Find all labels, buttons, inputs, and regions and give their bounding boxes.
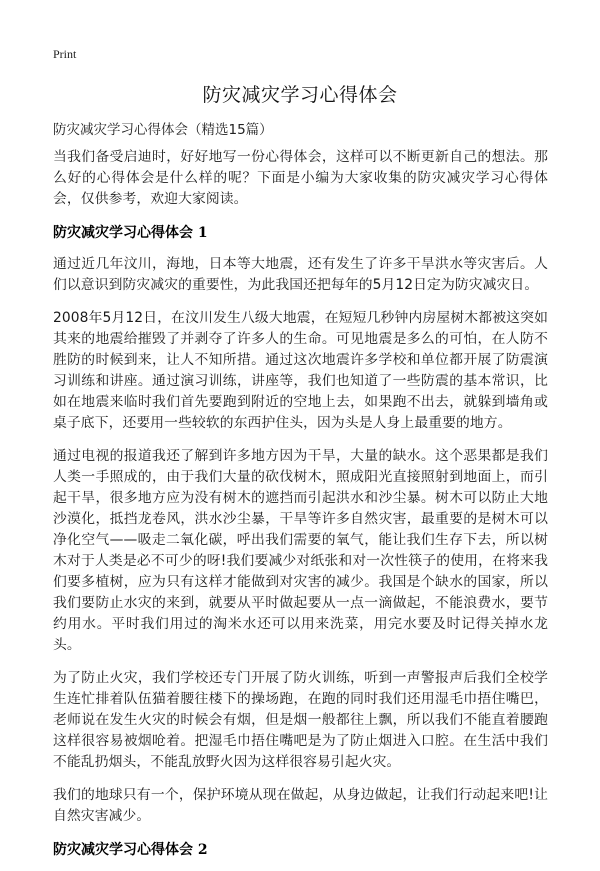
paragraph: 2008年5月12日，在汶川发生八级大地震，在短短几秒钟内房屋树木都被这突如其来的地震给摧毁了并剥夺了许多人的生命。可见地震是多么的可怕，在人防不胜防的时候到来，让人不知所措。通过这次地震许多学校和单位都开展了防震演习训练和讲座。通过演习训练，讲座等，我们也知道了一些防震的基本常识，比如在地震来临时我们首先要跑到附近的空地上去，如果跑不出去，就躲到墙角或桌子底下，还要用一些较软的东西护住头，因为头是人身上最重要的地方。 — [53, 310, 548, 431]
paragraph: 通过近几年汶川，海地，日本等大地震，还有发生了许多干旱洪水等灾害后。人们以意识到防灾减灾的重要性，为此我国还把每年的5月12日定为防灾减灾日。 — [53, 256, 548, 293]
intro-paragraph: 当我们备受启迪时，好好地写一份心得体会，这样可以不断更新自己的想法。那么好的心得体会是什么样的呢？下面是小编为大家收集的防灾减灾学习心得体会，仅供参考，欢迎大家阅读。 — [53, 149, 548, 207]
print-link[interactable]: Print — [53, 47, 77, 61]
document-subtitle: 防灾减灾学习心得体会（精选15篇） — [53, 122, 273, 138]
section-2 — [53, 839, 548, 859]
section-heading: 防灾减灾学习心得体会 2 — [53, 842, 208, 858]
document-title: 防灾减灾学习心得体会 — [202, 84, 398, 106]
document-body — [53, 147, 548, 871]
paragraph: 为了防止火灾，我们学校还专门开展了防火训练，听到一声警报声后我们全校学生连忙排着队伍猫着腰往楼下的操场跑，在跑的同时我们还用湿毛巾捂住嘴巴，老师说在发生火灾的时候会有烟，但是烟一般都往上飘，所以我们不能直着腰跑这样很容易被烟呛着。把湿毛巾捂住嘴吧是为了防止烟进入口腔。在生活中我们不能乱扔烟头，不能乱放野火因为这样很容易引起火灾。 — [53, 670, 548, 770]
section-heading: 防灾减灾学习心得体会 1 — [53, 225, 208, 241]
section-1 — [53, 222, 548, 827]
paragraph: 我们的地球只有一个，保护环境从现在做起，从身边做起，让我们行动起来吧!让自然灾害减少。 — [53, 787, 548, 824]
paragraph: 通过电视的报道我还了解到许多地方因为干旱，大量的缺水。这个恶果都是我们人类一手照成的，由于我们大量的砍伐树木，照成阳光直接照射到地面上，而引起干旱，很多地方应为没有树木的遮挡而引起洪水和沙尘暴。树木可以防止大地沙漠化，抵挡龙卷风，洪水沙尘暴，干旱等许多自然灾害，最重要的是树木可以净化空气——吸走二氧化碳，呼出我们需要的氧气，能让我们生存下去，所以树木对于人类是必不可少的呀!我们要减少对纸张和对一次性筷子的使用，在将来我们要多植树，应为只有这样才能做到对灾害的减少。我国是个缺水的国家，所以我们要防止水灾的来到，就要从平时做起要从一点一滴做起，不能浪费水，要节约用水。平时我们用过的淘米水还可以用来洗菜，用完水要及时记得关掉水龙头。 — [53, 448, 548, 653]
